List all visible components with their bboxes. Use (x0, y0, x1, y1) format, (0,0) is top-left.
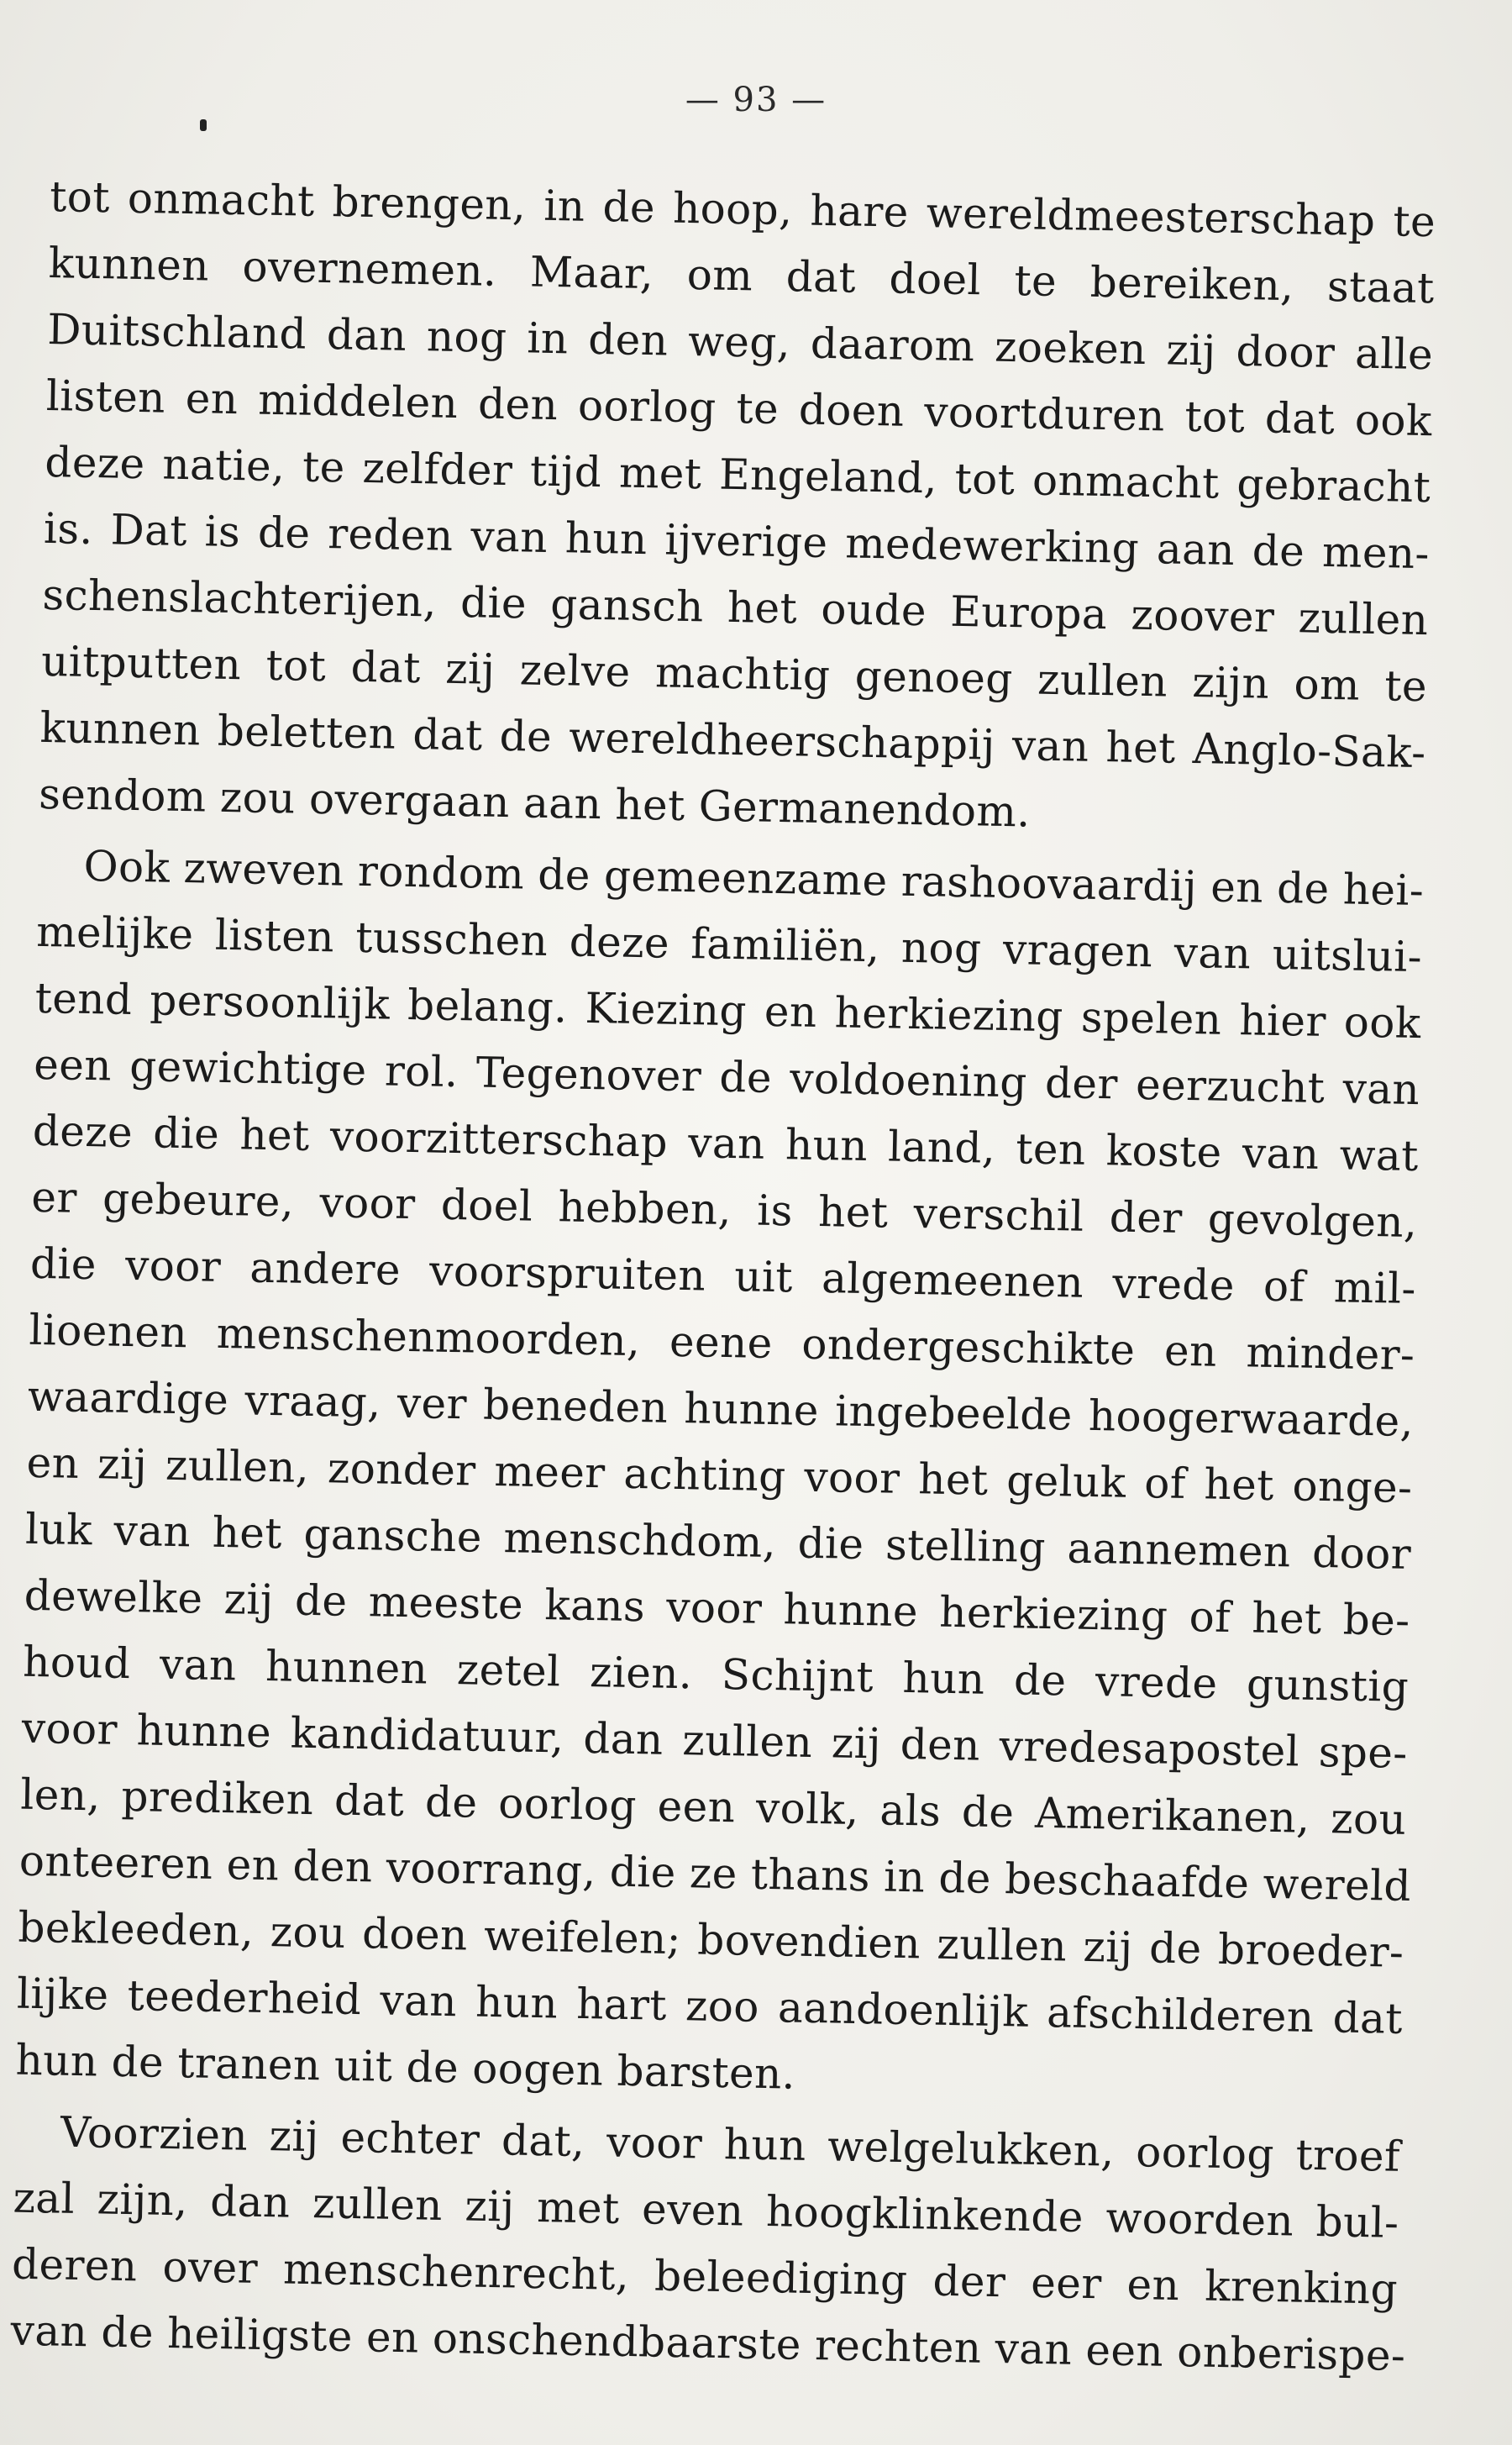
text-line: hun de tranen uit de oogen barsten. (15, 2035, 796, 2099)
text-line: die voor andere voorspruiten uit algemeenen vrede of mil- (29, 1238, 1417, 1314)
body-text (10, 164, 1436, 2390)
text-line: Voorzien zij echter dat, voor hun welgelukken, oorlog troef (60, 2107, 1401, 2181)
ink-speck (200, 119, 207, 131)
text-line: Duitschland dan nog in den weg, daarom zoeken zij door alle (46, 304, 1434, 380)
text-line: listen en middelen den oorlog te doen voortduren tot dat ook (45, 371, 1433, 446)
page-number: — 93 — (685, 81, 827, 119)
text-line: melijke listen tusschen deze familiën, nog vragen van uitslui- (35, 907, 1423, 982)
text-line: uitputten tot dat zij zelve machtig genoeg zullen zijn om te (40, 636, 1428, 712)
text-line: sendom zou overgaan aan het Germanendom. (38, 769, 1032, 837)
text-line: lioenen menschenmoorden, eene ondergeschikte en minder- (29, 1305, 1415, 1380)
text-line: tot onmacht brengen, in de hoop, hare wereldmeesterschap te (49, 171, 1436, 247)
text-line: dewelke zij de meeste kans voor hunne herkiezing of het be- (24, 1570, 1411, 1645)
text-line: is. Dat is de reden van hun ijverige medewerking aan de men- (43, 503, 1431, 579)
text-line: len, prediken dat de oorlog een volk, als de Amerikanen, zou (19, 1769, 1407, 1844)
text-line: van de heiligste en onschendbaarste rechten van een onberispe- (10, 2306, 1406, 2380)
text-line: houd van hunnen zetel zien. Schijnt hun de vrede gunstig (22, 1637, 1410, 1712)
text-line: deze die het voorzitterschap van hun land, ten koste van wat (32, 1106, 1420, 1181)
text-line: schenslachterijen, die gansch het oude Europa zoover zullen (42, 570, 1429, 645)
text-line: onteeren en den voorrang, die ze thans in de beschaafde wereld (18, 1836, 1412, 1911)
text-line: Ook zweven rondom de gemeenzame rashoovaardij en de hei- (83, 841, 1425, 916)
text-line: voor hunne kandidatuur, dan zullen zij den vredesapostel spe- (21, 1703, 1409, 1778)
text-line: deren over menschenrecht, beleediging der eer en krenking (11, 2239, 1399, 2314)
text-line: tend persoonlijk belang. Kiezing en herkiezing spelen hier ook (34, 973, 1422, 1049)
text-line: kunnen overnemen. Maar, om dat doel te bereiken, staat (48, 238, 1436, 313)
text-line: deze natie, te zelfder tijd met Engeland, tot onmacht gebracht (44, 437, 1431, 513)
text-line: en zij zullen, zonder meer achting voor het geluk of het onge- (26, 1438, 1413, 1512)
text-line: kunnen beletten dat de wereldheerschappij van het Anglo-Sak- (39, 702, 1426, 778)
text-line: waardige vraag, ver beneden hunne ingebeelde hoogerwaarde, (27, 1371, 1415, 1446)
text-line: er gebeure, voor doel hebben, is het verschil der gevolgen, (30, 1172, 1418, 1248)
text-line: lijke teederheid van hun hart zoo aandoenlijk afschilderen dat (16, 1969, 1404, 2043)
text-line: zal zijn, dan zullen zij met even hoogklinkende woorden bul- (13, 2173, 1399, 2248)
text-line: een gewichtige rol. Tegenover de voldoening der eerzucht van (33, 1039, 1420, 1115)
text-line: luk van het gansche menschdom, die stelling aannemen door (24, 1504, 1412, 1579)
text-line: bekleeden, zou doen weifelen; bovendien zullen zij de broeder- (18, 1902, 1404, 1977)
